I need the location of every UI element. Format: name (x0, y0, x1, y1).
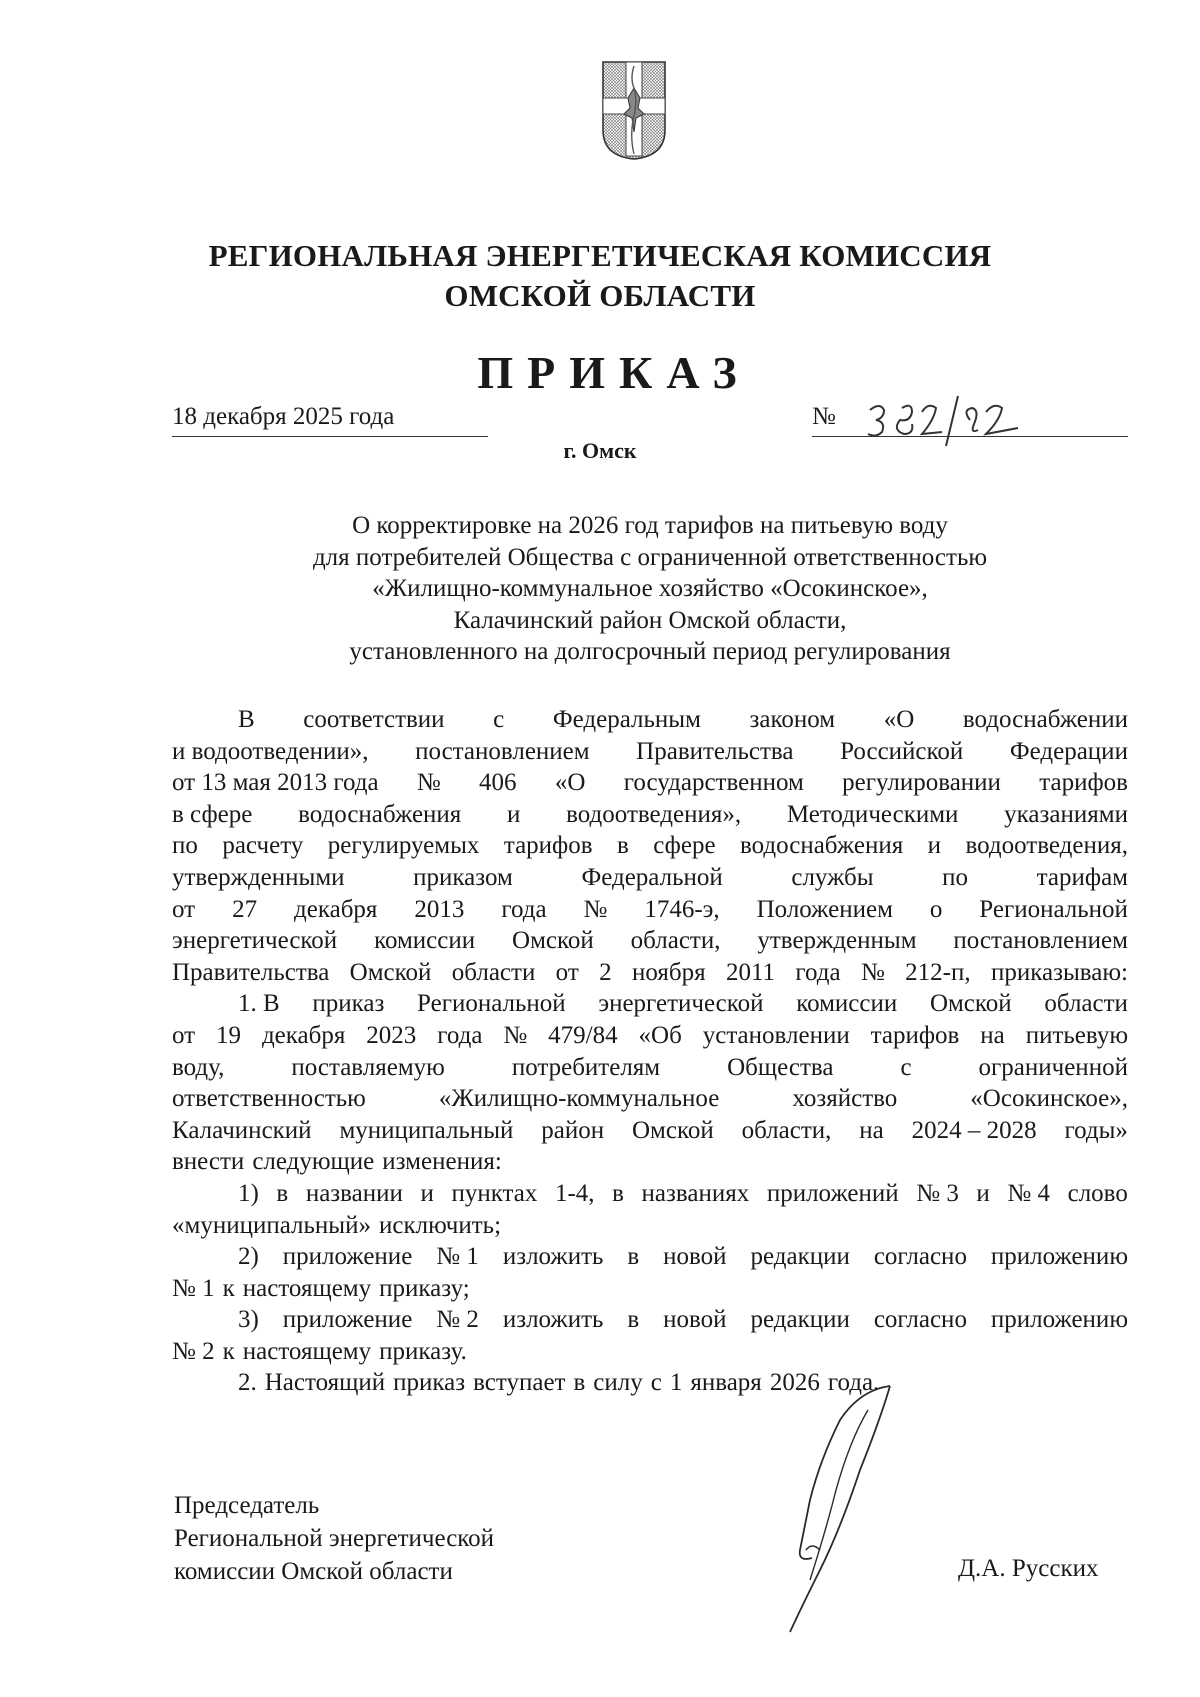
body-word: «муниципальный» (172, 1211, 371, 1239)
subject-line: установленного на долгосрочный период регулирования (349, 638, 951, 665)
body-word: Омской (631, 1116, 714, 1144)
body-word: Методическими (786, 800, 959, 828)
body-word: приложение (282, 1306, 413, 1334)
body-word: года (437, 1021, 483, 1049)
signer-block (174, 1489, 494, 1588)
body-word: области (1044, 990, 1128, 1018)
body-word: Настоящий (264, 1369, 386, 1397)
subject-line: «Жилищно-коммунальное хозяйство «Осокинское», (372, 575, 928, 602)
body-word: слово (1067, 1179, 1128, 1207)
body-word: потребителям (511, 1053, 661, 1081)
document-city: г. Омск (563, 438, 637, 463)
body-word: 1. В (238, 990, 280, 1018)
body-word: от (555, 958, 579, 986)
body-word: приложений (766, 1179, 899, 1207)
subject-line: для потребителей Общества с ограниченной ответственностью (312, 543, 988, 571)
body-word: новой (663, 1306, 727, 1334)
body-word: с (650, 1369, 662, 1397)
body-word: Омской (349, 958, 432, 986)
body-word: области, (741, 1116, 832, 1144)
body-word: «Осокинское», (970, 1085, 1128, 1113)
body-word: комиссии (796, 990, 898, 1018)
coat-of-arms-icon (600, 58, 668, 162)
body-word: Положением (756, 895, 893, 923)
body-word: изложить (502, 1243, 604, 1271)
body-line (172, 1367, 1128, 1399)
body-word: исключить; (378, 1211, 502, 1239)
body-word: воду, (172, 1053, 225, 1081)
body-word: и водоотведении», (172, 737, 369, 765)
body-word: Калачинский (172, 1116, 312, 1144)
body-word: Правительства (172, 958, 330, 986)
body-word: «Об (638, 1021, 682, 1049)
body-word: сфере (653, 832, 716, 860)
body-word: водоотведения, (965, 832, 1128, 860)
body-word: Правительства (636, 737, 794, 765)
body-word: 2024 – 2028 (911, 1116, 1037, 1144)
body-word: изменения: (382, 1148, 502, 1176)
body-word: 1746-э, (644, 895, 720, 923)
date-underline (172, 436, 488, 437)
subject-line: Калачинский район Омской области, (453, 606, 847, 634)
body-word: приказом (413, 863, 513, 891)
body-word: и (927, 832, 942, 860)
body-word: в (627, 1243, 640, 1271)
body-word: года (501, 895, 547, 923)
body-word: Региональной (979, 895, 1128, 923)
body-word: установлении (702, 1021, 850, 1049)
body-word: о (929, 895, 943, 923)
body-word: редакции (750, 1306, 850, 1334)
body-word: постановлением (953, 927, 1128, 955)
body-word: тарифов (503, 832, 593, 860)
body-line (172, 1273, 1128, 1305)
body-word: № (583, 895, 608, 923)
body-word: 2 (599, 958, 612, 986)
body-word: тарифов (870, 1021, 960, 1049)
document-subject (172, 510, 1128, 668)
body-line (172, 767, 1128, 799)
body-word: 2. (238, 1369, 257, 1397)
body-word: регулировании (842, 769, 1001, 797)
body-word: по (942, 863, 969, 891)
body-word: в (617, 832, 629, 860)
body-word: годы» (1064, 1116, 1128, 1144)
body-line (172, 1115, 1128, 1147)
organization-title: РЕГИОНАЛЬНАЯ ЭНЕРГЕТИЧЕСКАЯ КОМИССИЯ (208, 238, 992, 273)
body-word: В (238, 706, 255, 733)
body-word: по (172, 832, 198, 860)
body-word: от (172, 1021, 196, 1049)
body-word: января (690, 1369, 762, 1397)
body-word: законом (749, 706, 836, 733)
body-word: ответственностью (172, 1085, 366, 1113)
body-line (172, 799, 1128, 831)
organization-region: ОМСКОЙ ОБЛАСТИ (444, 278, 756, 313)
body-word: новой (663, 1243, 727, 1271)
body-word: водоснабжения (739, 832, 904, 860)
body-word: приказ (393, 1369, 466, 1397)
body-word: к (222, 1274, 235, 1302)
body-word: № 1 (436, 1243, 479, 1271)
body-word: на (980, 1021, 1005, 1049)
document-date: 18 декабря 2025 года (172, 403, 395, 430)
body-word: государственном (623, 769, 804, 797)
body-word: в (627, 1306, 640, 1334)
body-word: согласно (873, 1306, 967, 1334)
body-word: приказу. (379, 1337, 467, 1365)
number-sign: № (812, 403, 836, 430)
body-word: службы (791, 863, 874, 891)
body-word: 27 (232, 895, 258, 923)
body-word: «Жилищно-коммунальное (438, 1085, 720, 1113)
body-word: Региональной (417, 990, 566, 1018)
body-word: приложению (990, 1243, 1128, 1271)
body-word: в (276, 1179, 289, 1207)
body-word: утвержденными (172, 863, 345, 891)
body-word: названиях (641, 1179, 750, 1207)
body-line (172, 830, 1128, 862)
document-type: ПРИКАЗ (477, 347, 751, 398)
body-word: названии (305, 1179, 403, 1207)
body-word: Омской (929, 990, 1012, 1018)
body-word: № (860, 958, 885, 986)
body-word: утвержденным (757, 927, 917, 955)
body-word: от 13 мая 2013 года (172, 769, 379, 797)
body-word: и (976, 1179, 990, 1207)
body-word: 2) (238, 1243, 259, 1271)
body-word: Омской (512, 927, 594, 955)
body-word: декабря (294, 895, 378, 923)
body-line (172, 862, 1128, 894)
body-line (172, 1052, 1128, 1084)
body-word: настоящему (242, 1337, 372, 1365)
body-line (172, 1178, 1128, 1210)
subject-line: О корректировке на 2026 год тарифов на питьевую воду (352, 512, 948, 539)
body-word: 2026 (769, 1369, 820, 1397)
body-word: энергетической (172, 927, 338, 955)
body-word: внести (172, 1148, 245, 1176)
body-word: № (503, 1021, 528, 1049)
body-word: 406 (479, 769, 517, 797)
body-word: силу (593, 1369, 643, 1397)
signer-name: Д.А. Русских (958, 1555, 1099, 1582)
body-word: 3) (238, 1306, 259, 1334)
body-word: на (859, 1116, 884, 1144)
body-word: области, (630, 927, 721, 955)
body-word: № 1 (172, 1274, 215, 1302)
body-word: области (451, 958, 536, 986)
body-word: ноября (631, 958, 706, 986)
body-word: 1) (238, 1179, 259, 1207)
body-word: и (507, 800, 521, 828)
body-word: регулируемых (327, 832, 480, 860)
body-word: 212-п, (905, 958, 971, 986)
body-word: в (573, 1369, 586, 1397)
body-word: комиссии (374, 927, 476, 955)
body-word: питьевую (1025, 1021, 1128, 1049)
body-word: согласно (873, 1243, 967, 1271)
body-word: Федерации (1009, 737, 1128, 765)
body-word: водоснабжения (298, 800, 462, 828)
body-line (172, 957, 1128, 989)
body-word: настоящему (242, 1274, 372, 1302)
body-line (172, 1304, 1128, 1336)
body-word: тарифов (1039, 769, 1128, 797)
body-word: с (900, 1053, 912, 1081)
signer-title: комиссии Омской области (174, 1558, 453, 1585)
body-line (172, 1020, 1128, 1052)
body-line (172, 894, 1128, 926)
body-word: декабря (261, 1021, 346, 1049)
body-word: «О (554, 769, 586, 797)
document-body (172, 704, 1128, 1399)
body-word: приложение (282, 1243, 413, 1271)
body-word: 1 (669, 1369, 683, 1397)
body-word: от (172, 895, 196, 923)
body-word: изложить (502, 1306, 604, 1334)
body-line (172, 1210, 1128, 1242)
body-line (172, 1146, 1128, 1178)
body-word: энергетической (598, 990, 764, 1018)
body-word: в (612, 1179, 624, 1207)
body-word: приложению (990, 1306, 1128, 1334)
body-word: следующие (252, 1148, 375, 1176)
body-word: ограниченной (978, 1053, 1128, 1081)
body-word: в сфере (172, 800, 253, 828)
body-line (172, 736, 1128, 768)
signer-title: Председатель (174, 1492, 320, 1519)
body-word: тарифам (1036, 863, 1128, 891)
body-word: года (795, 958, 841, 986)
body-word: водоснабжении (962, 706, 1128, 733)
body-word: «О (883, 706, 915, 733)
body-word: № 2 (436, 1306, 479, 1334)
body-word: расчету (222, 832, 304, 860)
body-line (172, 1241, 1128, 1273)
body-line (172, 704, 1128, 736)
body-word: вступает (473, 1369, 566, 1397)
body-word: № (416, 769, 441, 797)
handwritten-signature-icon (740, 1380, 900, 1640)
body-word: 479/84 (548, 1021, 618, 1049)
body-word: 19 (216, 1021, 242, 1049)
body-word: постановлением (415, 737, 590, 765)
body-word: приказ (312, 990, 385, 1018)
body-line (172, 1083, 1128, 1115)
body-word: № 4 (1007, 1179, 1051, 1207)
body-word: пунктах (451, 1179, 538, 1207)
body-word: 2011 (725, 958, 776, 986)
body-word: 2013 (414, 895, 465, 923)
body-word: район (541, 1116, 605, 1144)
body-word: Российской (840, 737, 964, 765)
body-line (172, 1336, 1128, 1368)
body-word: года. (827, 1369, 880, 1397)
body-word: к (222, 1337, 235, 1365)
body-word: приказу; (379, 1274, 470, 1302)
body-word: редакции (750, 1243, 850, 1271)
body-word: муниципальный (339, 1116, 514, 1144)
body-word: Федеральной (581, 863, 723, 891)
body-word: указаниями (1004, 800, 1128, 828)
body-word: приказываю: (990, 958, 1128, 986)
body-word: 2023 (366, 1021, 417, 1049)
body-word: поставляемую (291, 1053, 445, 1081)
body-word: с (493, 706, 505, 733)
body-line (172, 925, 1128, 957)
body-word: Общества (727, 1053, 834, 1081)
body-word: 1-4, (554, 1179, 595, 1207)
body-word: Федеральным (552, 706, 701, 733)
body-line (172, 988, 1128, 1020)
body-word: соответствии (303, 706, 445, 733)
body-word: № 3 (916, 1179, 959, 1207)
body-word: № 2 (172, 1337, 215, 1365)
body-word: и (420, 1179, 434, 1207)
body-word: водоотведения», (566, 800, 742, 828)
body-word: хозяйство (792, 1085, 898, 1113)
signer-title: Региональной энергетической (174, 1525, 495, 1552)
